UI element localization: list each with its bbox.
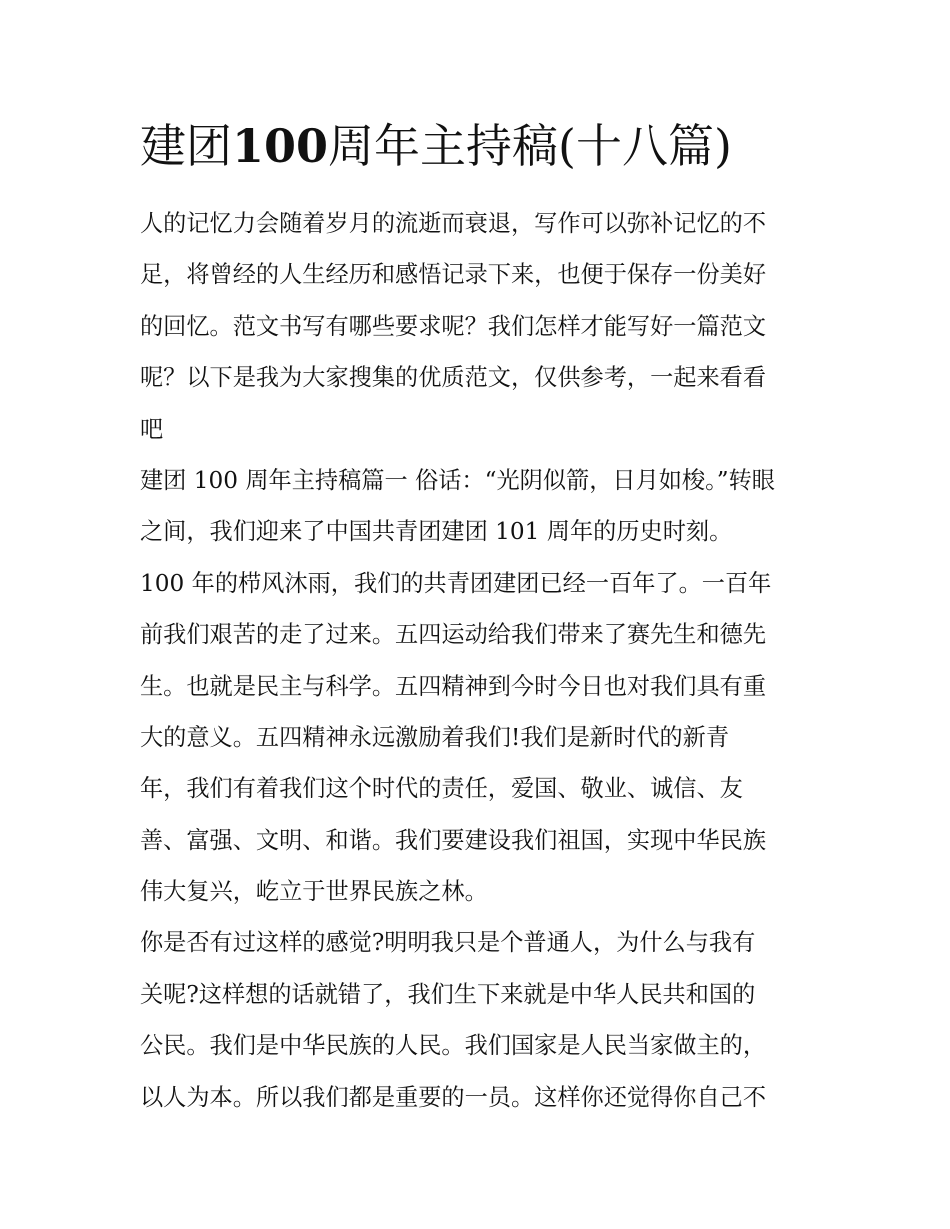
text-line: 伟大复兴，屹立于世界民族之林。: [140, 878, 488, 906]
text-line: 建团 100 周年主持稿篇一 俗话：“光阴似箭，日月如梭。”转眼: [140, 466, 775, 494]
text-line: 100 年的栉风沐雨，我们的共青团建团已经一百年了。一百年: [140, 569, 772, 597]
intro-paragraph: [140, 198, 812, 455]
text-line: 生。也就是民主与科学。五四精神到今时今日也对我们具有重: [140, 672, 767, 700]
text-line: 足，将曾经的人生经历和感悟记录下来，也便于保存一份美好: [140, 261, 767, 289]
document-body: [140, 198, 812, 1123]
title-suffix: 周年主持稿(十八篇): [328, 119, 732, 173]
text-line: 年，我们有着我们这个时代的责任，爱国、敬业、诚信、友: [140, 775, 743, 803]
text-line: 以人为本。所以我们都是重要的一员。这样你还觉得你自己不: [140, 1083, 767, 1111]
text-line: 人的记忆力会随着岁月的流逝而衰退，写作可以弥补记忆的不: [140, 210, 767, 237]
text-line: 呢？以下是我为大家搜集的优质范文，仅供参考，一起来看看: [140, 364, 767, 392]
page-title: [140, 114, 840, 178]
text-line: 善、富强、文明、和谐。我们要建设我们祖国，实现中华民族: [140, 826, 767, 854]
text-line: 关呢?这样想的话就错了，我们生下来就是中华人民共和国的: [140, 980, 756, 1008]
text-line: 前我们艰苦的走了过来。五四运动给我们带来了赛先生和德先: [140, 621, 767, 649]
text-line: 你是否有过这样的感觉?明明我只是个普通人，为什么与我有: [140, 929, 756, 957]
text-line: 的回忆。范文书写有哪些要求呢？我们怎样才能写好一篇范文: [140, 312, 767, 340]
title-prefix: 建团: [140, 119, 232, 173]
title-number: 100: [232, 119, 329, 173]
text-line: 公民。我们是中华民族的人民。我们国家是人民当家做主的，: [140, 1032, 767, 1060]
text-line: 大的意义。五四精神永远激励着我们!我们是新时代的新青: [140, 723, 730, 751]
text-line: 吧: [140, 415, 164, 443]
text-line: 之间，我们迎来了中国共青团建团 101 周年的历史时刻。: [140, 518, 733, 546]
citizen-paragraph: [140, 917, 812, 1123]
history-paragraph: [140, 558, 812, 918]
section-one-paragraph: [140, 455, 812, 558]
